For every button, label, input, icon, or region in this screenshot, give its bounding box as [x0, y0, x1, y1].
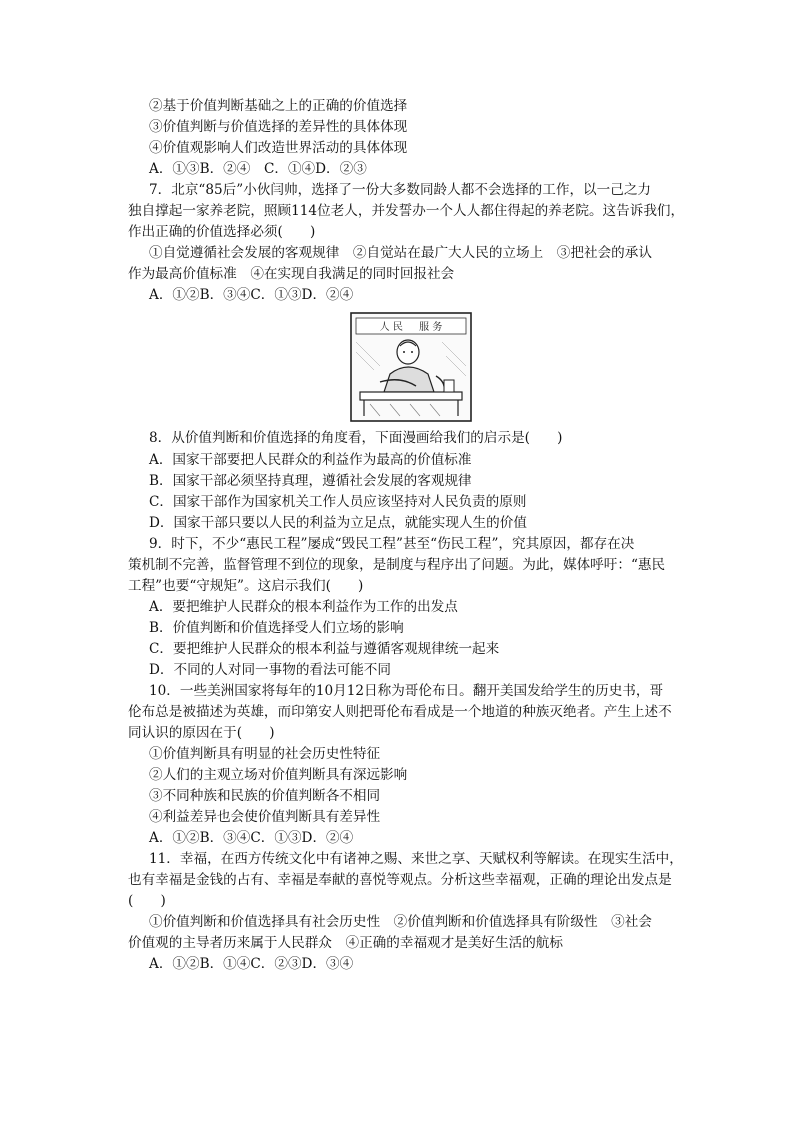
q8-choice-c: C．国家干部作为国家机关工作人员应该坚持对人民负责的原则 [149, 494, 527, 510]
q10-stem-line-2: 伦布总是被描述为英雄，而印第安人则把哥伦布看成是一个地道的种族灭绝者。产生上述不 [128, 704, 672, 720]
q9-choice-a: A．要把维护人民群众的根本利益作为工作的出发点 [149, 599, 458, 615]
q10-option-3: ③不同种族和民族的价值判断各不相同 [149, 788, 381, 804]
q9-stem-line-3: 工程”也要“守规矩”。这启示我们( ) [128, 578, 364, 594]
q7-answers: A．①②B．③④C．①③D．②④ [149, 287, 354, 303]
q11-stem-line-2: 也有幸福是金钱的占有、幸福是奉献的喜悦等观点。分析这些幸福观，正确的理论出发点是 [128, 872, 672, 888]
q8-choice-b: B．国家干部必须坚持真理，遵循社会发展的客观规律 [149, 473, 472, 489]
q9-choice-b: B．价值判断和价值选择受人们立场的影响 [149, 620, 404, 636]
q7-stem-line-2: 独自撑起一家养老院，照顾114位老人，并发誓办一个人人都住得起的养老院。这告诉我们， [128, 203, 685, 219]
q11-options-line-1: ①价值判断和价值选择具有社会历史性 ②价值判断和价值选择具有阶级性 ③社会 [149, 914, 652, 930]
q10-stem-line-1: 10．一些美洲国家将每年的10月12日称为哥伦布日。翻开美国发给学生的历史书，哥 [149, 683, 664, 699]
q7-options-line-1: ①自觉遵循社会发展的客观规律 ②自觉站在最广大人民的立场上 ③把社会的承认 [149, 245, 652, 261]
q10-option-2: ②人们的主观立场对价值判断具有深远影响 [149, 767, 408, 783]
q10-answers: A．①②B．③④C．①③D．②④ [149, 830, 354, 846]
q6-option-4: ④价值观影响人们改造世界活动的具体体现 [149, 140, 408, 156]
q10-stem-line-3: 同认识的原因在于( ) [128, 725, 275, 741]
q9-choice-d: D．不同的人对同一事物的看法可能不同 [149, 662, 391, 678]
q9-choice-c: C．要把维护人民群众的根本利益与遵循客观规律统一起来 [149, 641, 500, 657]
q11-stem-line-1: 11．幸福，在西方传统文化中有诸神之赐、来世之享、天赋权利等解读。在现实生活中， [149, 851, 683, 867]
q8-stem: 8．从价值判断和价值选择的角度看，下面漫画给我们的启示是( ) [149, 430, 563, 446]
q7-stem-line-3: 作出正确的价值选择必须( ) [128, 224, 316, 240]
q9-stem-line-2: 策机制不完善，监督管理不到位的现象，是制度与程序出了问题。为此，媒体呼吁：“惠民 [128, 557, 666, 573]
q11-answers: A．①②B．①④C．②③D．③④ [149, 956, 354, 972]
q10-option-1: ①价值判断具有明显的社会历史性特征 [149, 746, 381, 762]
q8-choice-a: A．国家干部要把人民群众的利益作为最高的价值标准 [149, 452, 472, 468]
q9-stem-line-1: 9．时下，不少“惠民工程”屡成“毁民工程”甚至“伤民工程”，究其原因，都存在决 [149, 536, 635, 552]
q7-stem-line-1: 7．北京“85后”小伙闫帅，选择了一份大多数同龄人都不会选择的工作，以一己之力 [149, 182, 652, 198]
q7-options-line-2: 作为最高价值标准 ④在实现自我满足的同时回报社会 [128, 266, 455, 282]
q11-options-line-2: 价值观的主导者历来属于人民群众 ④正确的幸福观才是美好生活的航标 [128, 935, 563, 951]
q6-option-2: ②基于价值判断基础之上的正确的价值选择 [149, 98, 408, 114]
q6-option-3: ③价值判断与价值选择的差异性的具体体现 [149, 119, 408, 135]
q6-answers: A．①③B．②④ C．①④D．②③ [149, 161, 367, 177]
cartoon-banner-text: 人 民 服 务 [379, 322, 443, 333]
cartoon-image [350, 312, 472, 422]
q10-option-4: ④利益差异也会使价值判断具有差异性 [149, 809, 381, 825]
q11-stem-line-3: ( ) [128, 893, 166, 909]
q8-choice-d: D．国家干部只要以人民的利益为立足点，就能实现人生的价值 [149, 515, 527, 531]
